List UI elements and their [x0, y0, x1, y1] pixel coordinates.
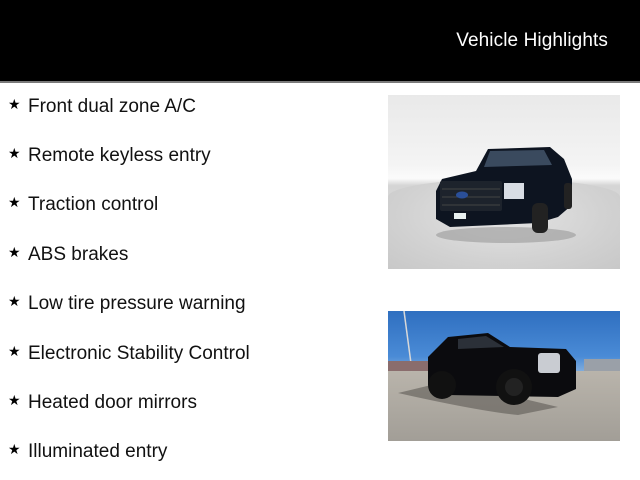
feature-label: Traction control — [28, 194, 159, 215]
feature-label: Heated door mirrors — [28, 392, 197, 413]
page-title: Vehicle Highlights — [456, 30, 608, 51]
feature-item — [8, 95, 196, 119]
star-icon: ★ — [8, 144, 21, 161]
feature-item — [8, 144, 211, 168]
star-icon: ★ — [8, 440, 21, 457]
star-icon: ★ — [8, 342, 21, 359]
feature-item — [8, 440, 167, 464]
feature-item — [8, 243, 128, 267]
truck-side-lot-photo — [388, 311, 620, 441]
truck-front-studio-photo — [388, 95, 620, 269]
feature-label: Low tire pressure warning — [28, 293, 246, 314]
star-icon: ★ — [8, 95, 21, 112]
feature-label: Remote keyless entry — [28, 145, 211, 166]
truck-side-illustration — [388, 311, 620, 441]
feature-item — [8, 193, 158, 217]
feature-label: ABS brakes — [28, 244, 129, 265]
feature-item — [8, 342, 250, 366]
truck-front-illustration — [388, 95, 620, 269]
star-icon: ★ — [8, 391, 21, 408]
feature-label: Illuminated entry — [28, 441, 168, 462]
star-icon: ★ — [8, 193, 21, 210]
star-icon: ★ — [8, 243, 21, 260]
feature-item — [8, 292, 246, 316]
feature-label: Electronic Stability Control — [28, 343, 250, 364]
feature-label: Front dual zone A/C — [28, 96, 196, 117]
feature-item — [8, 391, 197, 415]
header-bar — [0, 0, 640, 83]
star-icon: ★ — [8, 292, 21, 309]
